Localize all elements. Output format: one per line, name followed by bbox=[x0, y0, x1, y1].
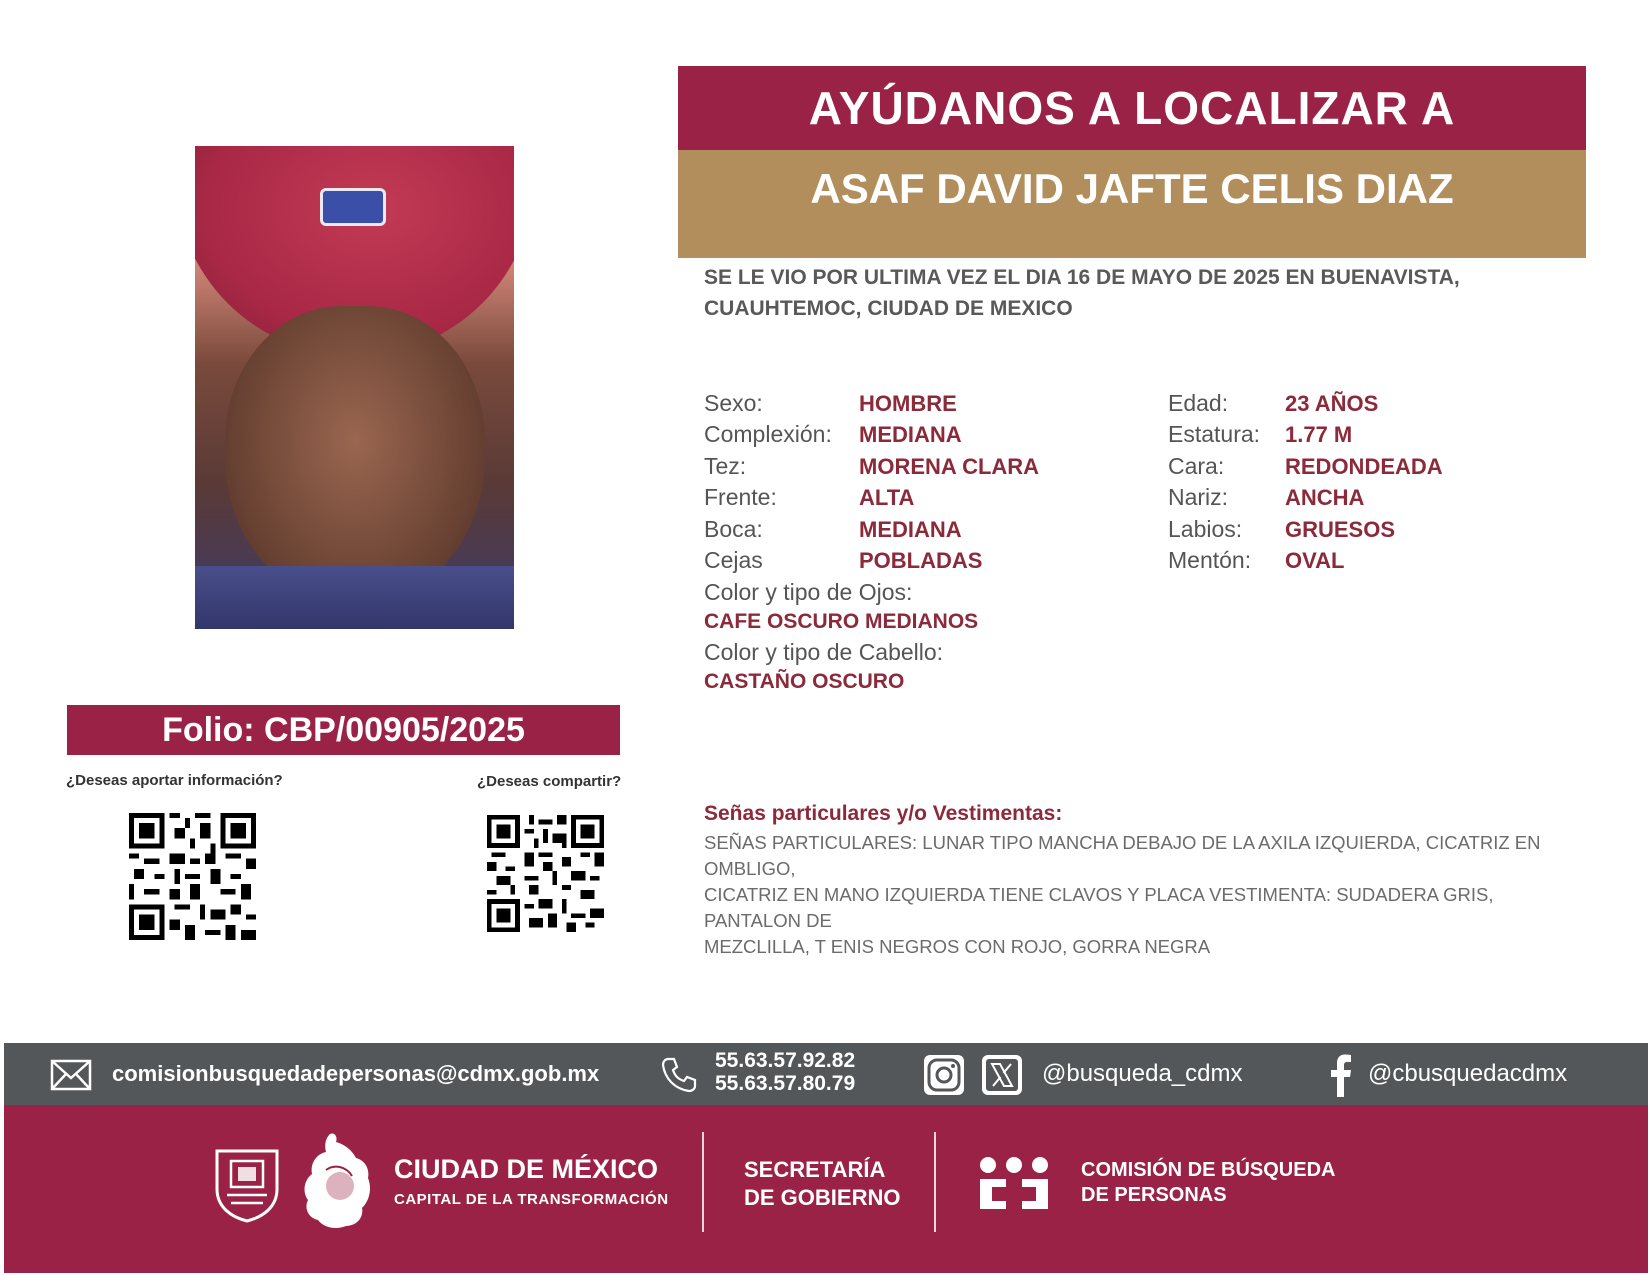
qr-info-label: ¿Deseas aportar información? bbox=[66, 772, 283, 789]
cdmx-line-1: CIUDAD DE MÉXICO bbox=[394, 1154, 659, 1184]
cdmx-map-icon bbox=[300, 1130, 376, 1232]
face-shape bbox=[225, 306, 485, 606]
comision-line-2: DE PERSONAS bbox=[1081, 1184, 1227, 1206]
secretaria-text bbox=[744, 1156, 900, 1212]
secretaria-line-1: SECRETARÍA bbox=[744, 1157, 886, 1182]
last-seen-text bbox=[704, 262, 1564, 324]
instagram-icon[interactable] bbox=[922, 1053, 966, 1097]
x-twitter-icon[interactable] bbox=[980, 1053, 1024, 1097]
trait-label: Estatura: bbox=[1168, 421, 1261, 447]
trait-label: Cara: bbox=[1168, 453, 1225, 479]
phone-icon bbox=[660, 1056, 698, 1094]
contact-phones bbox=[715, 1049, 855, 1095]
comision-line-1: COMISIÓN DE BÚSQUEDA bbox=[1081, 1159, 1336, 1181]
trait-value: GRUESOS bbox=[1285, 517, 1396, 542]
trait-label: Nariz: bbox=[1168, 484, 1229, 510]
contact-phone-1[interactable]: 55.63.57.92.82 bbox=[715, 1049, 856, 1072]
trait-label: Cejas bbox=[704, 547, 763, 573]
last-seen-line-1: SE LE VIO POR ULTIMA VEZ EL DIA 16 DE MAYO DE 2025 EN BUENAVISTA, bbox=[704, 266, 1460, 289]
last-seen-line-2: CUAUHTEMOC, CIUDAD DE MEXICO bbox=[704, 297, 1073, 320]
qr-share-label: ¿Deseas compartir? bbox=[477, 773, 622, 790]
cap-logo bbox=[320, 188, 386, 226]
trait-value: HOMBRE bbox=[859, 391, 957, 416]
contact-phone-2[interactable]: 55.63.57.80.79 bbox=[715, 1072, 856, 1095]
cdmx-line-2: CAPITAL DE LA TRANSFORMACIÓN bbox=[394, 1191, 669, 1208]
facebook-icon[interactable] bbox=[1330, 1053, 1352, 1097]
qr-code-info[interactable] bbox=[129, 813, 256, 940]
comision-logo-icon bbox=[978, 1155, 1062, 1211]
senas-title: Señas particulares y/o Vestimentas: bbox=[704, 802, 1063, 825]
hair-label: Color y tipo de Cabello: bbox=[704, 639, 944, 665]
trait-value: MEDIANA bbox=[859, 422, 962, 447]
folio-banner: Folio: CBP/00905/2025 bbox=[67, 705, 620, 755]
missing-person-photo bbox=[195, 146, 514, 629]
shirt-shape bbox=[195, 566, 514, 629]
trait-value: REDONDEADA bbox=[1285, 454, 1443, 479]
hair-value: CASTAÑO OSCURO bbox=[704, 670, 905, 693]
senas-line-1: SEÑAS PARTICULARES: LUNAR TIPO MANCHA DEBAJO DE LA AXILA IZQUIERDA, CICATRIZ EN OMBLIGO, bbox=[704, 832, 1541, 879]
alert-title: AYÚDANOS A LOCALIZAR A bbox=[678, 66, 1586, 150]
trait-value: MEDIANA bbox=[859, 517, 962, 542]
comision-text bbox=[1081, 1158, 1335, 1208]
qr-code-share[interactable] bbox=[487, 815, 604, 932]
secretaria-line-2: DE GOBIERNO bbox=[744, 1185, 901, 1210]
trait-value: OVAL bbox=[1285, 548, 1345, 573]
email-icon bbox=[50, 1059, 92, 1091]
cdmx-shield-icon bbox=[213, 1147, 281, 1223]
senas-line-2: CICATRIZ EN MANO IZQUIERDA TIENE CLAVOS Y PLACA VESTIMENTA: SUDADERA GRIS, PANTALON DE bbox=[704, 884, 1494, 931]
footer-divider-1 bbox=[702, 1132, 704, 1232]
contact-email[interactable]: comisionbusquedadepersonas@cdmx.gob.mx bbox=[112, 1061, 600, 1086]
trait-value: ANCHA bbox=[1285, 485, 1365, 510]
eyes-label: Color y tipo de Ojos: bbox=[704, 579, 913, 605]
person-name: ASAF DAVID JAFTE CELIS DIAZ bbox=[678, 150, 1586, 258]
trait-value: POBLADAS bbox=[859, 548, 983, 573]
contact-facebook-handle[interactable]: @cbusquedacdmx bbox=[1368, 1060, 1568, 1087]
trait-label: Tez: bbox=[704, 453, 747, 479]
footer-divider-2 bbox=[934, 1132, 936, 1232]
contact-social-handle[interactable]: @busqueda_cdmx bbox=[1042, 1060, 1243, 1087]
trait-label: Labios: bbox=[1168, 516, 1243, 542]
trait-label: Sexo: bbox=[704, 390, 763, 416]
trait-label: Boca: bbox=[704, 516, 763, 542]
senas-line-3: MEZCLILLA, T ENIS NEGROS CON ROJO, GORRA NEGRA bbox=[704, 936, 1211, 957]
trait-value: MORENA CLARA bbox=[859, 454, 1040, 479]
eyes-value: CAFE OSCURO MEDIANOS bbox=[704, 610, 979, 633]
trait-label: Edad: bbox=[1168, 390, 1229, 416]
senas-text bbox=[704, 830, 1594, 960]
trait-label: Mentón: bbox=[1168, 547, 1252, 573]
trait-value: 1.77 M bbox=[1285, 422, 1353, 447]
trait-label: Complexión: bbox=[704, 421, 832, 447]
trait-label: Frente: bbox=[704, 484, 777, 510]
trait-value: ALTA bbox=[859, 485, 915, 510]
trait-value: 23 AÑOS bbox=[1285, 391, 1379, 416]
